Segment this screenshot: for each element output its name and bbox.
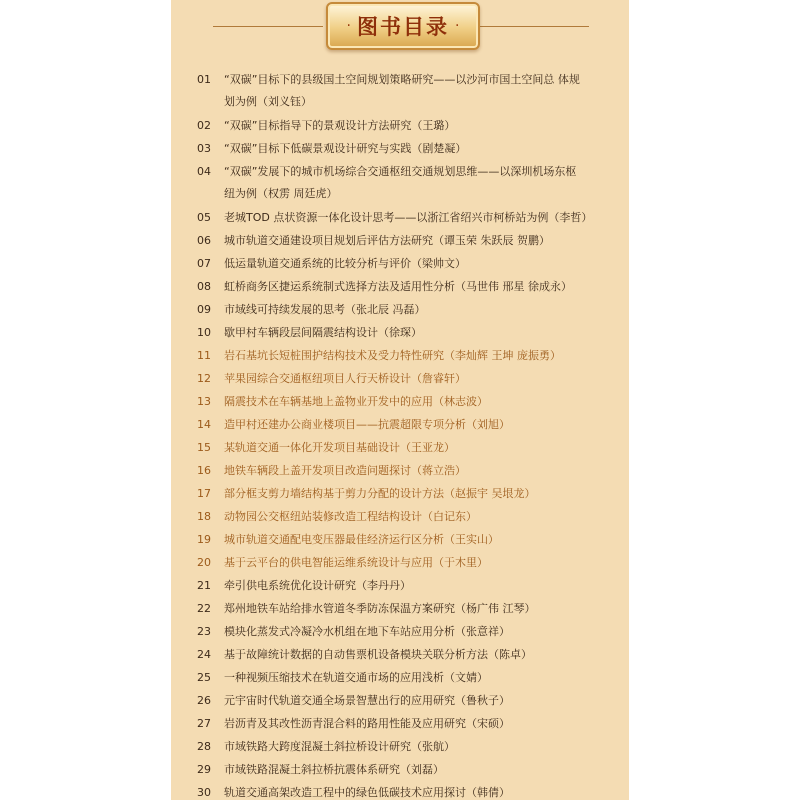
entry-title-line: “双碳”目标下的县级国土空间规划策略研究——以沙河市国土空间总 体规 [224,73,580,86]
header-rule-left [213,26,323,27]
entry-title [224,437,614,459]
entry-title [224,230,614,252]
entry-number: 12 [197,372,211,385]
entry-title-line: 市域铁路大跨度混凝土斜拉桥设计研究（张航） [224,740,455,753]
entry-title [224,391,614,413]
entry-title [224,736,614,758]
entry-number: 05 [197,211,211,224]
entry-number: 06 [197,234,211,247]
title-dot-left: · [346,18,351,34]
entry-title-line: 纽为例（权雳 周廷虎） [224,187,338,200]
entry-title-line: 虹桥商务区捷运系统制式选择方法及适用性分析（马世伟 邢星 徐成永） [224,280,572,293]
entry-title [224,276,614,298]
entry-title [224,598,614,620]
entry-number: 13 [197,395,211,408]
header-rule-right [479,26,589,27]
entry-title [224,621,614,643]
entry-number: 09 [197,303,211,316]
entry-number: 01 [197,73,211,86]
entry-number: 25 [197,671,211,684]
entry-title-line: 歇甲村车辆段层间隔震结构设计（徐琛） [224,326,422,339]
entry-title-line: 岩沥青及其改性沥青混合料的路用性能及应用研究（宋硕） [224,717,510,730]
entry-number: 26 [197,694,211,707]
entry-title-line: 牵引供电系统优化设计研究（李丹丹） [224,579,411,592]
entry-title [224,644,614,666]
entry-title-line: 基于故障统计数据的自动售票机设备模块关联分析方法（陈卓） [224,648,532,661]
entry-title [224,575,614,597]
entry-title [224,759,614,781]
entry-title-line: 轨道交通高架改造工程中的绿色低碳技术应用探讨（韩倩） [224,786,510,799]
entry-title-line: “双碳”目标指导下的景观设计方法研究（王璐） [224,119,456,132]
entry-title [224,506,614,528]
catalog-page [171,0,629,800]
entry-title [224,115,614,137]
catalog-header [171,0,629,60]
entry-title [224,368,614,390]
entry-title [224,414,614,436]
entry-number: 03 [197,142,211,155]
page-title: 图书目录 [357,14,449,39]
entry-title-line: 郑州地铁车站给排水管道冬季防冻保温方案研究（杨广伟 江琴） [224,602,536,615]
entry-number: 17 [197,487,211,500]
entry-number: 11 [197,349,211,362]
entry-title-line: 市域线可持续发展的思考（张北辰 冯磊） [224,303,426,316]
entry-number: 07 [197,257,211,270]
entry-title [224,667,614,689]
entry-title-line: 造甲村还建办公商业楼项目——抗震超限专项分析（刘旭） [224,418,510,431]
entry-title-line: 元宇宙时代轨道交通全场景智慧出行的应用研究（鲁秋子） [224,694,510,707]
entry-title-line: 城市轨道交通建设项目规划后评估方法研究（谭玉荣 朱跃辰 贺鹏） [224,234,550,247]
entry-title [224,207,614,229]
entry-title [224,322,614,344]
entry-title-line: 苹果园综合交通枢纽项目人行天桥设计（詹睿轩） [224,372,466,385]
entry-title-line: 地铁车辆段上盖开发项目改造问题探讨（蒋立浩） [224,464,466,477]
entry-number: 20 [197,556,211,569]
entry-title [224,460,614,482]
entry-title [224,253,614,275]
entry-number: 23 [197,625,211,638]
entry-title [224,138,614,160]
entry-number: 21 [197,579,211,592]
entry-title-line: 基于云平台的供电智能运维系统设计与应用（于木里） [224,556,488,569]
entry-number: 19 [197,533,211,546]
entry-number: 24 [197,648,211,661]
entry-title [224,69,614,113]
entry-number: 15 [197,441,211,454]
entry-title-line: 市域铁路混凝土斜拉桥抗震体系研究（刘磊） [224,763,444,776]
entry-title-line: 动物园公交枢纽站装修改造工程结构设计（白记东） [224,510,477,523]
entry-title-line: 岩石基坑长短桩围护结构技术及受力特性研究（李灿辉 王坤 庞振勇） [224,349,561,362]
entry-number: 29 [197,763,211,776]
entry-number: 22 [197,602,211,615]
entry-title [224,299,614,321]
entry-title-line: 隔震技术在车辆基地上盖物业开发中的应用（林志波） [224,395,488,408]
title-dot-right: · [455,18,460,34]
entry-title-line: “双碳”目标下低碳景观设计研究与实践（剧楚凝） [224,142,467,155]
entry-title-line: “双碳”发展下的城市机场综合交通枢纽交通规划思维——以深圳机场东枢 [224,165,577,178]
entry-title [224,713,614,735]
entry-title [224,483,614,505]
entry-title [224,782,614,800]
entry-number: 28 [197,740,211,753]
entry-number: 04 [197,165,211,178]
entry-number: 10 [197,326,211,339]
entry-title-line: 低运量轨道交通系统的比较分析与评价（梁帅文） [224,257,466,270]
entry-title-line: 部分框支剪力墙结构基于剪力分配的设计方法（赵振宇 吴垠龙） [224,487,536,500]
entry-number: 02 [197,119,211,132]
entry-title [224,552,614,574]
entry-number: 18 [197,510,211,523]
entry-title [224,345,614,367]
title-badge [326,2,480,50]
entry-number: 27 [197,717,211,730]
entry-title-line: 某轨道交通一体化开发项目基础设计（王亚龙） [224,441,455,454]
entry-number: 16 [197,464,211,477]
entry-title-line: 划为例（刘义钰） [224,95,312,108]
entry-title-line: 城市轨道交通配电变压器最佳经济运行区分析（王实山） [224,533,499,546]
entry-title-line: 老城TOD 点状资源一体化设计思考——以浙江省绍兴市柯桥站为例（李哲） [224,211,593,224]
entry-title [224,161,614,205]
entry-title [224,529,614,551]
entry-title-line: 模块化蒸发式冷凝冷水机组在地下车站应用分析（张意祥） [224,625,510,638]
entry-number: 30 [197,786,211,799]
entry-number: 14 [197,418,211,431]
entry-title-line: 一种视频压缩技术在轨道交通市场的应用浅析（文婧） [224,671,488,684]
entry-number: 08 [197,280,211,293]
entry-title [224,690,614,712]
